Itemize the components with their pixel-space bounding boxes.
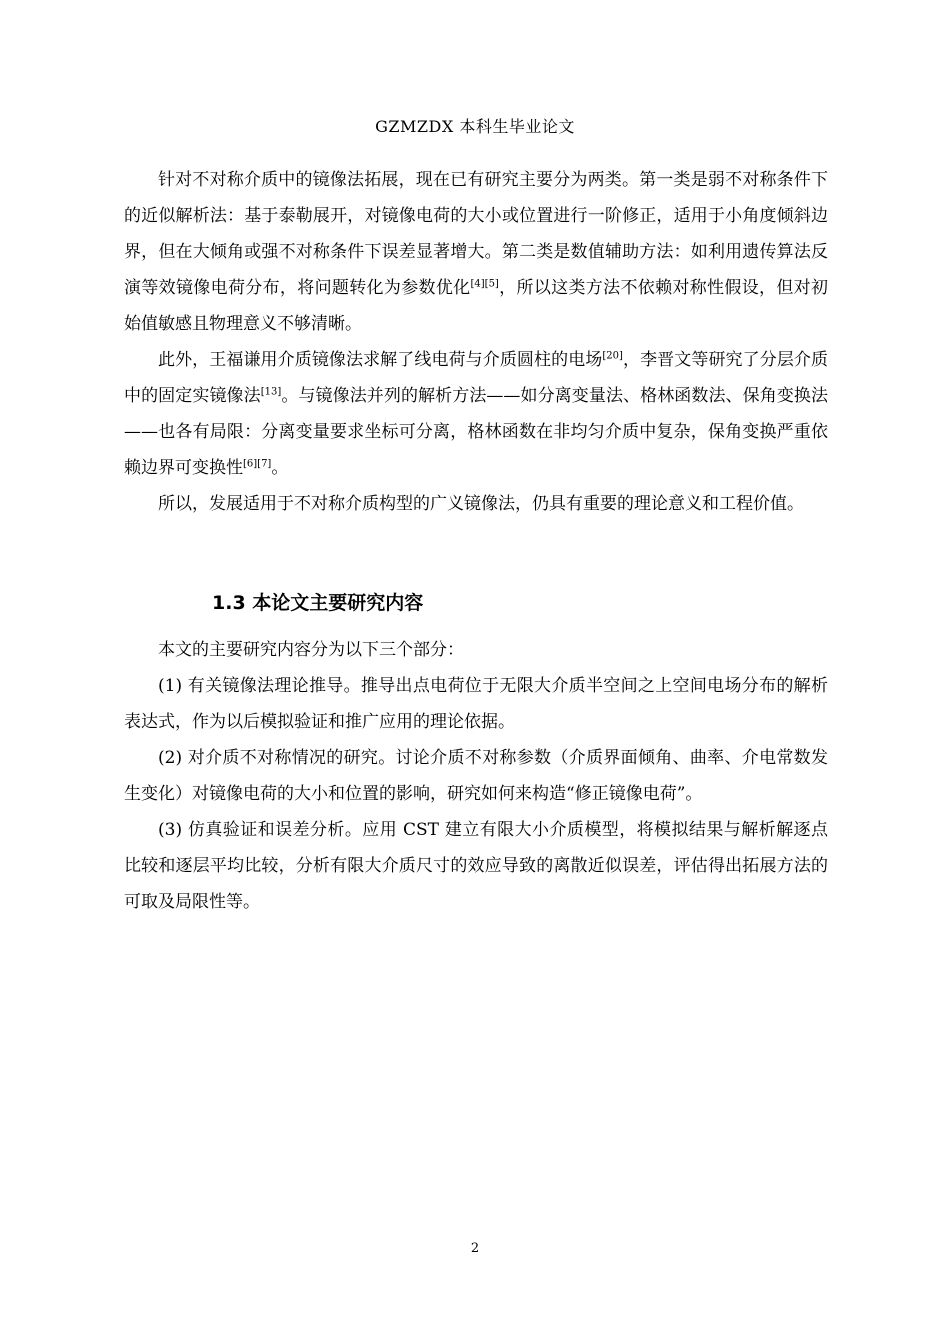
paragraph-intro xyxy=(124,632,828,668)
running-header: GZMZDX 本科生毕业论文 xyxy=(375,117,575,136)
paragraph-3 xyxy=(124,486,828,522)
paragraph-text: 本文的主要研究内容分为以下三个部分： xyxy=(158,640,464,660)
citation-superscript: [20] xyxy=(602,350,623,362)
paragraph-2 xyxy=(124,342,828,486)
paragraph-text: (2) 对介质不对称情况的研究。讨论介质不对称参数（介质界面倾角、曲率、介电常数发生变化）对镜像电荷的大小和位置的影响，研究如何来构造“修正镜像电荷”。 xyxy=(124,748,828,804)
page-number: 2 xyxy=(470,1241,480,1256)
list-item-1 xyxy=(124,668,828,740)
paragraph-text: 此外，王福谦用介质镜像法求解了线电荷与介质圆柱的电场 xyxy=(158,350,603,370)
citation-superscript: [13] xyxy=(260,386,282,398)
body-text-bottom xyxy=(124,632,828,920)
paragraph-text: 。与镜像法并列的解析方法——如分离变量法、格林函数法、保角变换法——也各有局限：分离变量要求坐标可分离，格林函数在非均匀介质中复杂，保角变换严重依赖边界可变换性 xyxy=(124,386,829,478)
paragraph-text: (1) 有关镜像法理论推导。推导出点电荷位于无限大介质半空间之上空间电场分布的解析表达式，作为以后模拟验证和推广应用的理论依据。 xyxy=(124,676,828,732)
paragraph-text: ，李晋文等研究了分层介质中的固定实镜像法 xyxy=(124,350,829,406)
body-text-top xyxy=(124,162,828,522)
paragraph-text: 所以，发展适用于不对称介质构型的广义镜像法，仍具有重要的理论意义和工程价值。 xyxy=(158,494,804,514)
paragraph-text: (3) 仿真验证和误差分析。应用 CST 建立有限大小介质模型，将模拟结果与解析解逐点比较和逐层平均比较，分析有限大介质尺寸的效应导致的离散近似误差，评估得出拓展方法的可取及局限性等。 xyxy=(124,820,828,912)
paragraph-1 xyxy=(124,162,828,342)
paragraph-text: 。 xyxy=(271,458,289,478)
citation-superscript: [6][7] xyxy=(243,458,272,470)
paragraph-text: ，所以这类方法不依赖对称性假设，但对初始值敏感且物理意义不够清晰。 xyxy=(124,278,829,334)
list-item-3 xyxy=(124,812,828,920)
list-item-2 xyxy=(124,740,828,812)
section-heading: 1.3 本论文主要研究内容 xyxy=(212,592,424,614)
citation-superscript: [4][5] xyxy=(470,278,499,290)
paragraph-text: 针对不对称介质中的镜像法拓展，现在已有研究主要分为两类。第一类是弱不对称条件下的近似解析法：基于泰勒展开，对镜像电荷的大小或位置进行一阶修正，适用于小角度倾斜边界，但在大倾角或强不对称条件下误差显著增大。第二类是数值辅助方法：如利用遗传算法反演等效镜像电荷分布，将问题转化为参数优化 xyxy=(124,170,828,298)
